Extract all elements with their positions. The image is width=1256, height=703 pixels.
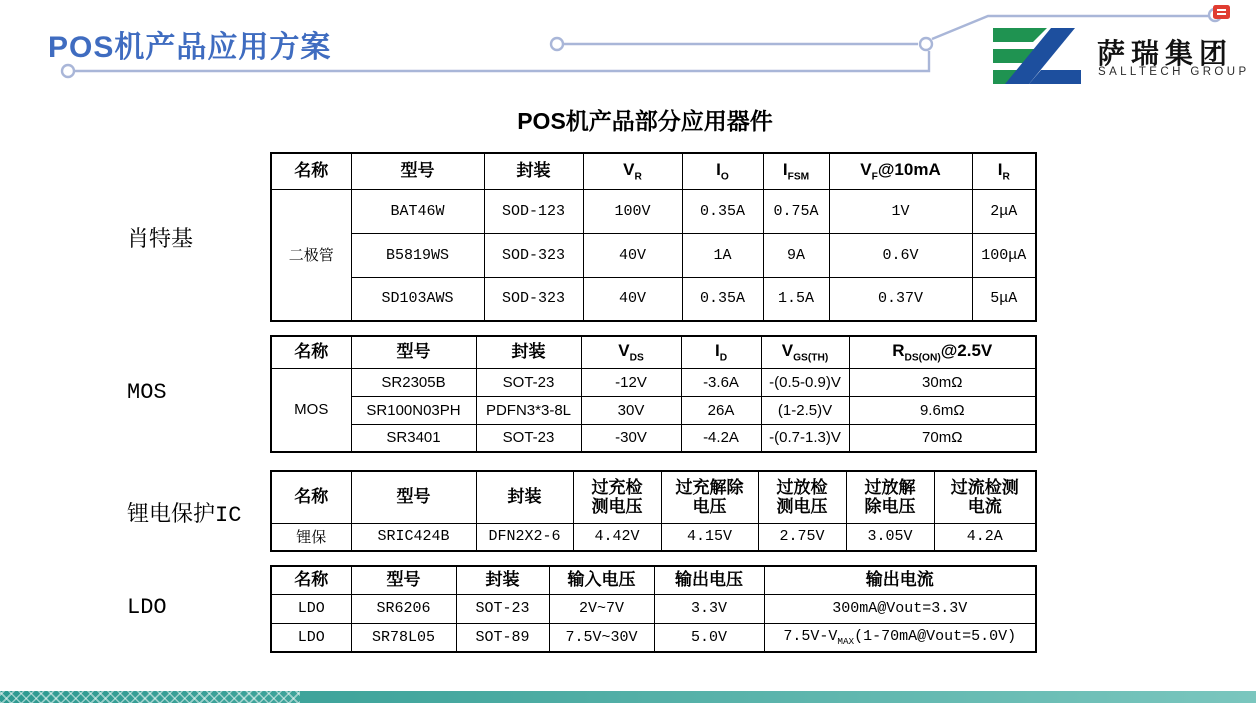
table-cell: SOD-123: [484, 189, 583, 233]
table-row: [271, 233, 1036, 277]
table-cell: 2.75V: [758, 523, 846, 551]
table-cell: -4.2A: [681, 424, 761, 452]
table-cell: -3.6A: [681, 368, 761, 396]
table-header-row: [271, 153, 1036, 189]
column-header: 型号: [351, 471, 476, 523]
table-cell: 4.15V: [661, 523, 758, 551]
table-cell: 二极管: [271, 189, 351, 321]
column-header: 过流检测 电流: [934, 471, 1036, 523]
table-cell: BAT46W: [351, 189, 484, 233]
column-header: 输入电压: [549, 566, 654, 594]
table-cell: 100V: [583, 189, 682, 233]
table-row: [271, 424, 1036, 452]
table-cell: 30V: [581, 396, 681, 424]
table-cell: B5819WS: [351, 233, 484, 277]
table-cell: 70mΩ: [849, 424, 1036, 452]
column-header: 型号: [351, 336, 476, 368]
logo-name-en: SALLTECH GROUP: [1098, 66, 1250, 78]
table-cell: SR3401: [351, 424, 476, 452]
table-cell: SOD-323: [484, 233, 583, 277]
column-header: $V_{GS(TH)}$: [761, 336, 849, 368]
column-header: $I_R$: [972, 153, 1036, 189]
table-cell: -(0.7-1.3)V: [761, 424, 849, 452]
table-cell: 30mΩ: [849, 368, 1036, 396]
table-cell: 0.37V: [829, 277, 972, 321]
slide-heading: POS机产品部分应用器件: [517, 108, 773, 134]
table-cell: 26A: [681, 396, 761, 424]
table-cell: 0.6V: [829, 233, 972, 277]
table-cell: 0.35A: [682, 189, 763, 233]
table-cell: 7.5V~30V: [549, 623, 654, 652]
page-title: POS机产品应用方案: [48, 31, 332, 64]
column-header: 型号: [351, 566, 456, 594]
table-cell: 9A: [763, 233, 829, 277]
table-cell: SR6206: [351, 594, 456, 623]
table-ldo: [270, 565, 1037, 653]
column-header: $I_O$: [682, 153, 763, 189]
table-cell: SD103AWS: [351, 277, 484, 321]
column-header: 名称: [271, 471, 351, 523]
table-cell: $7.5V-V_{MAX}(1-70mA@Vout=5.0V)$: [764, 623, 1036, 652]
column-header: 型号: [351, 153, 484, 189]
column-header: 过充解除 电压: [661, 471, 758, 523]
section-label-ldo: LDO: [127, 595, 167, 620]
table-cell: 100μA: [972, 233, 1036, 277]
column-header: $R_{DS(ON)}@2.5V$: [849, 336, 1036, 368]
table-cell: 40V: [583, 233, 682, 277]
column-header: 封装: [476, 336, 581, 368]
table-cell: SOD-323: [484, 277, 583, 321]
table-cell: 5μA: [972, 277, 1036, 321]
section-label-li-protection: 锂电保护IC: [127, 503, 242, 528]
table-cell: -30V: [581, 424, 681, 452]
table-li-protection: [270, 470, 1037, 552]
logo-mark-icon: [985, 26, 1090, 88]
footer-bar: [0, 691, 1256, 703]
table-cell: LDO: [271, 623, 351, 652]
table-cell: MOS: [271, 368, 351, 452]
table-cell: SR100N03PH: [351, 396, 476, 424]
table-cell: 5.0V: [654, 623, 764, 652]
column-header: 过充检 测电压: [573, 471, 661, 523]
section-label-schottky: 肖特基: [127, 228, 194, 253]
column-header: $V_{DS}$: [581, 336, 681, 368]
table-row: [271, 523, 1036, 551]
table-cell: 0.75A: [763, 189, 829, 233]
table-cell: SOT-89: [456, 623, 549, 652]
table-cell: PDFN3*3-8L: [476, 396, 581, 424]
column-header: $I_{FSM}$: [763, 153, 829, 189]
column-header: 输出电压: [654, 566, 764, 594]
table-row: [271, 396, 1036, 424]
corner-badge-icon: [1213, 5, 1230, 19]
column-header: $I_D$: [681, 336, 761, 368]
table-cell: 1V: [829, 189, 972, 233]
company-logo: [985, 24, 1250, 88]
table-schottky: [270, 152, 1037, 322]
table-cell: SRIC424B: [351, 523, 476, 551]
table-cell: 3.3V: [654, 594, 764, 623]
table-cell: -(0.5-0.9)V: [761, 368, 849, 396]
column-header: 封装: [476, 471, 573, 523]
table-cell: 4.42V: [573, 523, 661, 551]
table-header-row: [271, 336, 1036, 368]
column-header: 名称: [271, 153, 351, 189]
table-cell: 2V~7V: [549, 594, 654, 623]
column-header: 封装: [456, 566, 549, 594]
table-cell: 4.2A: [934, 523, 1036, 551]
column-header: 过放解 除电压: [846, 471, 934, 523]
table-cell: 3.05V: [846, 523, 934, 551]
table-cell: 40V: [583, 277, 682, 321]
table-header-row: [271, 471, 1036, 523]
column-header: $V_F@10mA$: [829, 153, 972, 189]
table-cell: SOT-23: [456, 594, 549, 623]
table-cell: -12V: [581, 368, 681, 396]
table-cell: 1.5A: [763, 277, 829, 321]
table-header-row: [271, 566, 1036, 594]
table-cell: DFN2X2-6: [476, 523, 573, 551]
table-cell: 9.6mΩ: [849, 396, 1036, 424]
column-header: 名称: [271, 336, 351, 368]
table-row: [271, 594, 1036, 623]
logo-name-cn: 萨瑞集团: [1097, 38, 1234, 69]
table-cell: SOT-23: [476, 424, 581, 452]
table-cell: 1A: [682, 233, 763, 277]
table-cell: SOT-23: [476, 368, 581, 396]
table-cell: 2μA: [972, 189, 1036, 233]
footer-hatch-pattern: [0, 691, 300, 703]
table-cell: (1-2.5)V: [761, 396, 849, 424]
table-row: [271, 368, 1036, 396]
section-label-mos: MOS: [127, 380, 167, 405]
table-cell: 300mA@Vout=3.3V: [764, 594, 1036, 623]
table-cell: LDO: [271, 594, 351, 623]
table-row: [271, 189, 1036, 233]
table-cell: 0.35A: [682, 277, 763, 321]
column-header: 过放检 测电压: [758, 471, 846, 523]
column-header: $V_R$: [583, 153, 682, 189]
table-row: [271, 623, 1036, 652]
table-row: [271, 277, 1036, 321]
column-header: 输出电流: [764, 566, 1036, 594]
table-cell: 锂保: [271, 523, 351, 551]
column-header: 名称: [271, 566, 351, 594]
table-cell: SR78L05: [351, 623, 456, 652]
table-mos: [270, 335, 1037, 453]
table-cell: SR2305B: [351, 368, 476, 396]
column-header: 封装: [484, 153, 583, 189]
